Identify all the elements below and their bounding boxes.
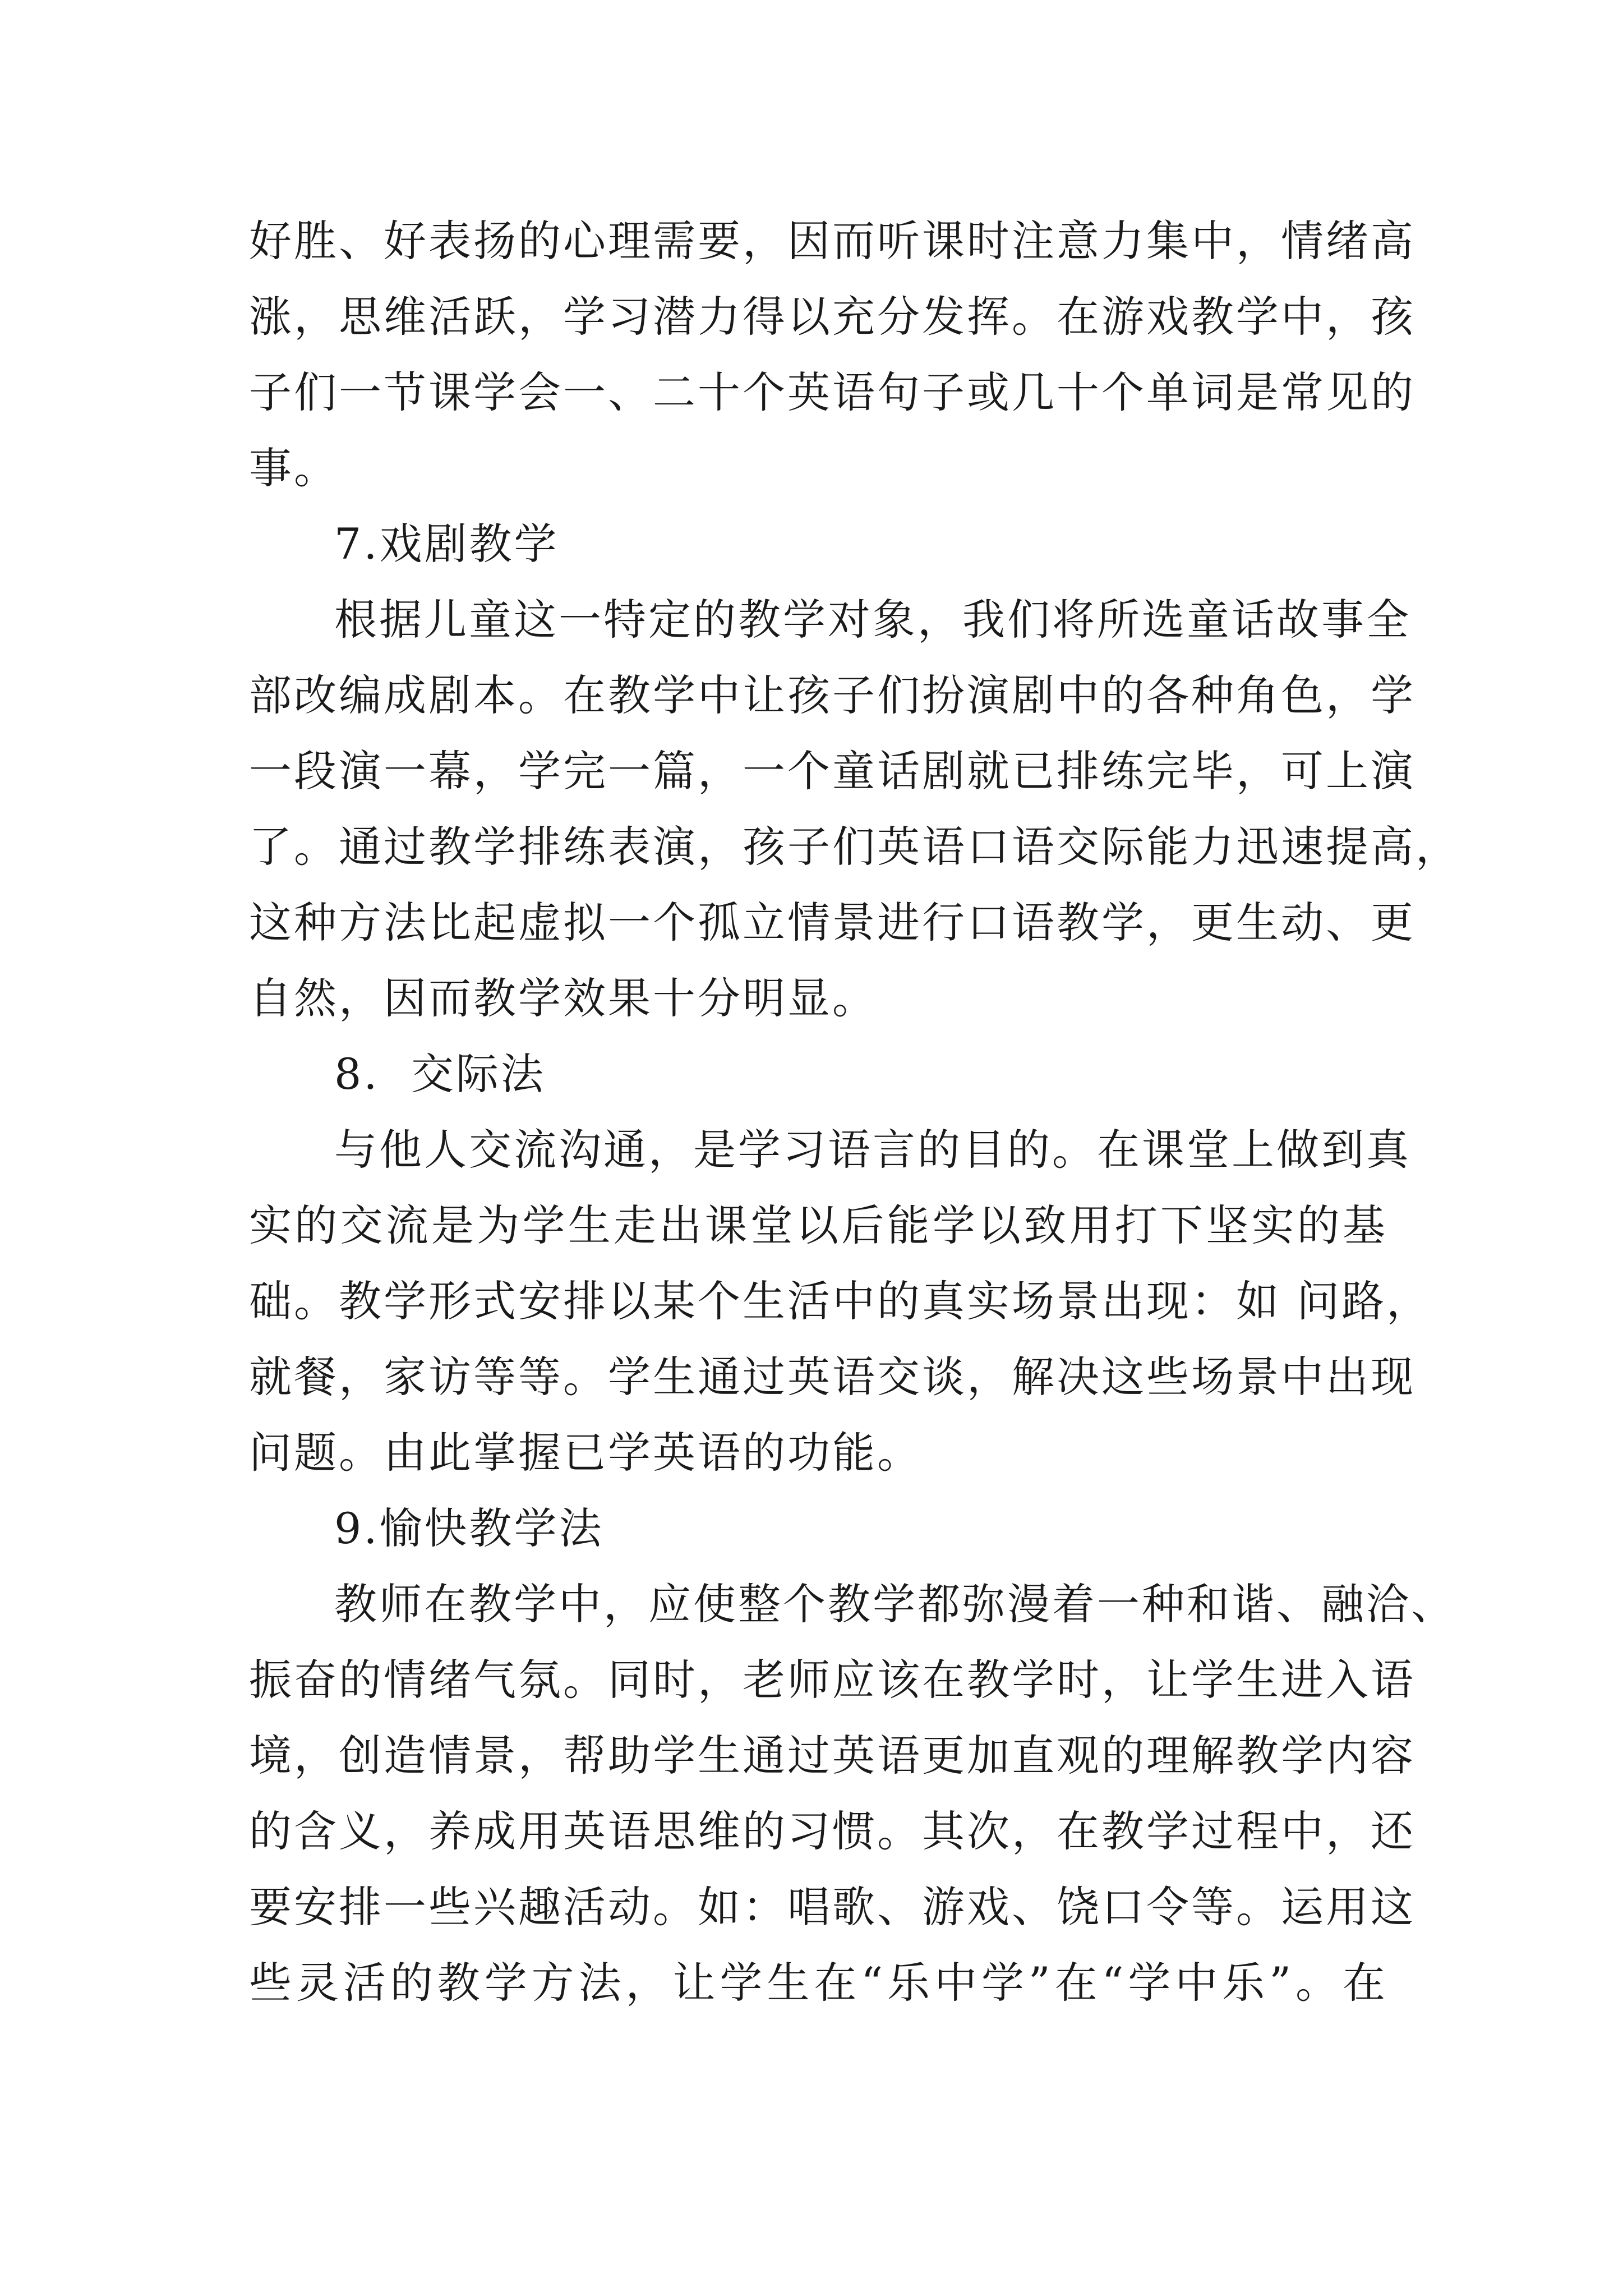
paragraph-line: 部改编成剧本。在教学中让孩子们扮演剧中的各种角色，学 (249, 670, 1415, 720)
paragraph-line: 这种方法比起虚拟一个孤立情景进行口语教学，更生动、更 (249, 898, 1415, 947)
section-heading-8: 8. 交际法 (334, 1049, 546, 1099)
paragraph-line: 好胜、好表扬的心理需要，因而听课时注意力集中，情绪高 (249, 216, 1415, 266)
section-heading-9: 9.愉快教学法 (334, 1503, 604, 1553)
paragraph-line: 一段演一幕，学完一篇，一个童话剧就已排练完毕，可上演 (249, 746, 1415, 796)
paragraph-line: 与他人交流沟通，是学习语言的目的。在课堂上做到真 (334, 1125, 1411, 1175)
paragraph-line: 的含义，养成用英语思维的习惯。其次，在教学过程中，还 (249, 1806, 1415, 1856)
paragraph-line: 教师在教学中，应使整个教学都弥漫着一种和谐、融洽、 (334, 1579, 1456, 1629)
paragraph-line: 础。教学形式安排以某个生活中的真实场景出现：如 问路， (249, 1276, 1432, 1326)
paragraph-line: 事。 (249, 443, 339, 493)
paragraph-line: 子们一节课学会一、二十个英语句子或几十个单词是常见的 (249, 367, 1415, 417)
paragraph-line: 就餐，家访等等。学生通过英语交谈，解决这些场景中出现 (249, 1352, 1415, 1402)
paragraph-line: 了。通过教学排练表演，孩子们英语口语交际能力迅速提高， (249, 822, 1460, 872)
paragraph-line: 振奋的情绪气氛。同时，老师应该在教学时，让学生进入语 (249, 1655, 1415, 1705)
paragraph-line: 些灵活的教学方法，让学生在“乐中学”在“学中乐”。在 (249, 1958, 1387, 2008)
paragraph-line: 境，创造情景，帮助学生通过英语更加直观的理解教学内容 (249, 1731, 1415, 1780)
paragraph-line: 实的交流是为学生走出课堂以后能学以致用打下坚实的基 (249, 1200, 1387, 1250)
paragraph-line: 涨，思维活跃，学习潜力得以充分发挥。在游戏教学中，孩 (249, 292, 1415, 342)
paragraph-line: 自然，因而教学效果十分明显。 (249, 973, 877, 1023)
section-heading-7: 7.戏剧教学 (334, 519, 559, 569)
paragraph-line: 要安排一些兴趣活动。如：唱歌、游戏、饶口令等。运用这 (249, 1882, 1415, 1932)
paragraph-line: 问题。由此掌握已学英语的功能。 (249, 1428, 922, 1478)
paragraph-line: 根据儿童这一特定的教学对象，我们将所选童话故事全 (334, 595, 1411, 645)
